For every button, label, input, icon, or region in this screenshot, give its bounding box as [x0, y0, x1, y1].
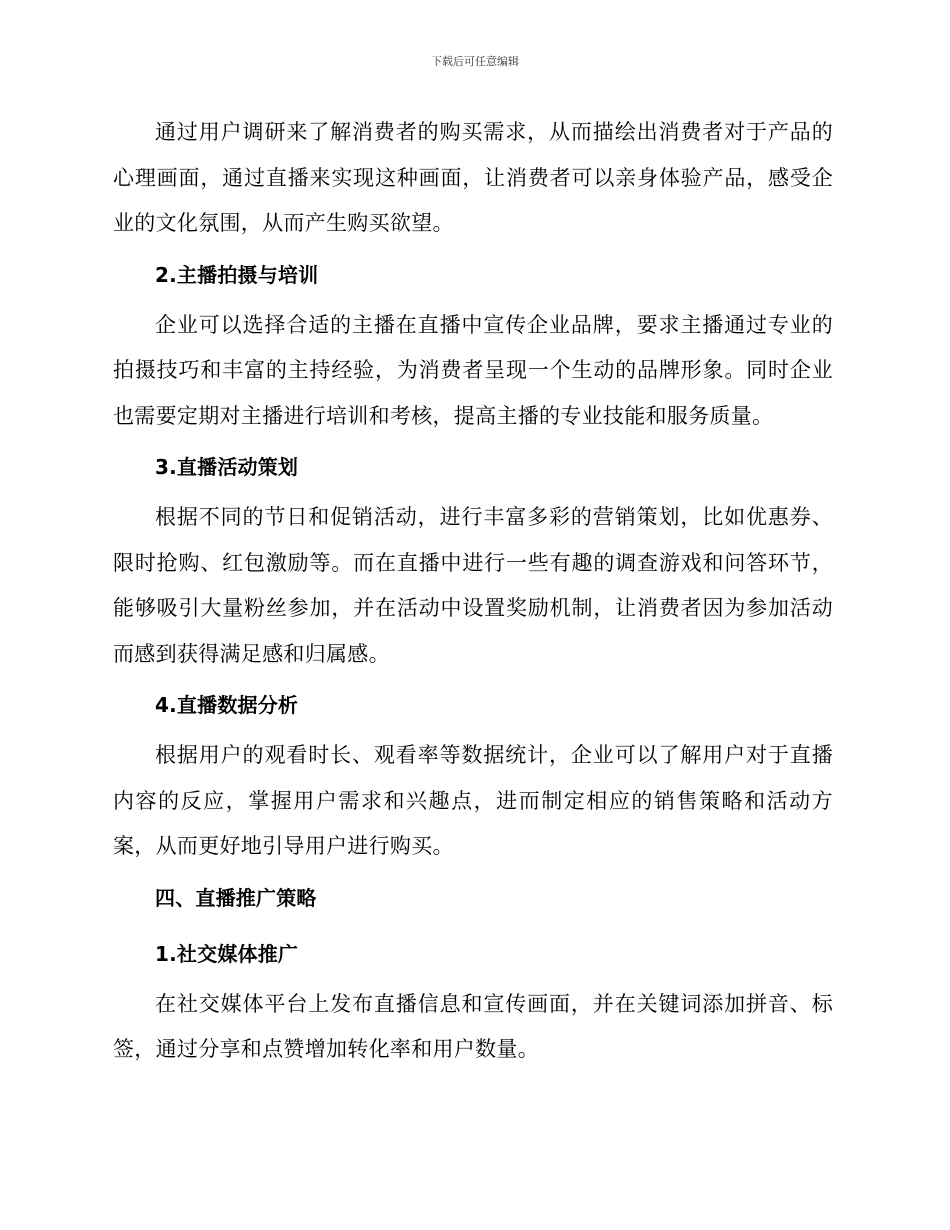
heading-social-media: 1.社交媒体推广 [155, 941, 299, 966]
paragraph-event-planning: 根据不同的节日和促销活动，进行丰富多彩的营销策划，比如优惠券、限时抢购、红包激励等。而在直播中进行一些有趣的调查游戏和问答环节，能够吸引大量粉丝参加，并在活动中设置奖励机制，让消费者因为参加活动而感到获得满足感和归属感。 [113, 505, 833, 666]
document-body [113, 110, 833, 1073]
paragraph-consumer-research: 通过用户调研来了解消费者的购买需求，从而描绘出消费者对于产品的心理画面，通过直播来实现这种画面，让消费者可以亲身体验产品，感受企业的文化氛围，从而产生购买欲望。 [113, 120, 833, 235]
paragraph-data-analysis: 根据用户的观看时长、观看率等数据统计，企业可以了解用户对于直播内容的反应，掌握用户需求和兴趣点，进而制定相应的销售策略和活动方案，从而更好地引导用户进行购买。 [113, 743, 833, 858]
heading-data-analysis: 4.直播数据分析 [155, 693, 299, 717]
heading-event-planning: 3.直播活动策划 [155, 455, 299, 479]
heading-promotion-strategy: 四、直播推广策略 [155, 885, 317, 910]
paragraph-anchor-training: 企业可以选择合适的主播在直播中宣传企业品牌，要求主播通过专业的拍摄技巧和丰富的主持经验，为消费者呈现一个生动的品牌形象。同时企业也需要定期对主播进行培训和考核，提高主播的专业技能和服务质量。 [113, 312, 833, 428]
page-header-note: 下载后可任意编辑 [431, 55, 519, 68]
paragraph-social-media: 在社交媒体平台上发布直播信息和宣传画面，并在关键词添加拼音、标签，通过分享和点赞增加转化率和用户数量。 [113, 991, 833, 1061]
heading-anchor-training: 2.主播拍摄与培训 [155, 262, 319, 287]
